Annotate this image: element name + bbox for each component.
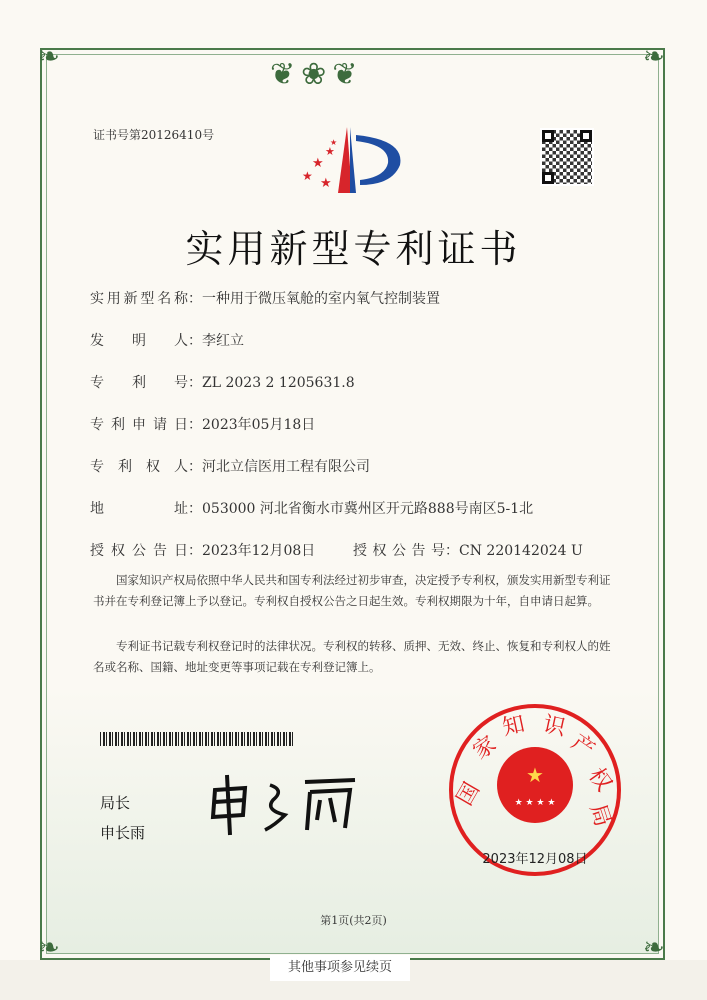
field-label: 发明人 (90, 333, 188, 349)
signatory-title: 局长 (100, 794, 131, 812)
svg-text:国: 国 (452, 778, 486, 811)
qr-code (540, 128, 594, 186)
svg-text:★: ★ (302, 169, 313, 183)
field-label: 授权公告号 (353, 543, 445, 559)
field-row-filing-date (90, 414, 315, 434)
signatory-name: 申长雨 (100, 824, 146, 842)
corner-ornament-icon: ❧ (643, 933, 665, 963)
handwritten-signature (205, 770, 365, 840)
field-value: 李红立 (202, 333, 244, 349)
svg-text:产: 产 (566, 729, 599, 763)
svg-text:识: 识 (540, 712, 568, 742)
seal-date: 2023年12月08日 (482, 852, 588, 867)
field-value: ZL 2023 2 1205631.8 (202, 375, 355, 391)
field-sep: ： (188, 333, 202, 349)
field-value: 河北立信医用工程有限公司 (202, 459, 370, 475)
field-label: 授权公告日 (90, 543, 188, 559)
field-value: 2023年12月08日 (202, 543, 316, 559)
top-ornament-icon: ❦❀❦ (270, 57, 364, 92)
svg-text:★: ★ (320, 176, 332, 191)
field-row-grant-date (90, 540, 315, 560)
svg-text:★: ★ (526, 763, 544, 787)
field-sep: ： (188, 501, 202, 517)
barcode (100, 732, 295, 746)
field-sep: ： (188, 375, 202, 391)
field-label: 地址 (90, 501, 188, 517)
field-label: 实用新型名称 (90, 291, 188, 307)
field-value: CN 220142024 U (459, 543, 583, 559)
corner-ornament-icon: ❧ (643, 42, 665, 72)
field-label: 专利申请日 (90, 417, 188, 433)
field-sep: ： (445, 543, 459, 559)
corner-ornament-icon: ❧ (38, 933, 60, 963)
official-seal (445, 700, 625, 880)
svg-text:★: ★ (330, 138, 338, 147)
grant-paragraph: 国家知识产权局依照中华人民共和国专利法经过初步审查，决定授予专利权，颁发实用新型专利证书并在专利登记簿上予以登记。专利权自授权公告之日起生效。专利权期限为十年，自申请日起算。 (93, 573, 611, 608)
svg-text:家: 家 (468, 731, 502, 765)
footer-note: 其他事项参见续页 (270, 955, 410, 981)
page-number: 第1页(共2页) (320, 914, 387, 927)
field-sep: ： (188, 543, 202, 559)
legal-status-paragraph: 专利证书记载专利权登记时的法律状况。专利权的转移、质押、无效、终止、恢复和专利权人的姓名或名称、国籍、地址变更等事项记载在专利登记簿上。 (93, 639, 611, 674)
svg-text:★ ★ ★ ★: ★ ★ ★ ★ (514, 798, 556, 808)
field-sep: ： (188, 417, 202, 433)
field-value: 2023年05月18日 (202, 417, 316, 433)
corner-ornament-icon: ❧ (38, 42, 60, 72)
field-label: 专利号 (90, 375, 188, 391)
svg-text:局: 局 (584, 801, 616, 830)
cnipa-logo (300, 125, 410, 200)
page-title: 实用新型专利证书 (185, 227, 522, 271)
field-row-announcement-number (353, 540, 583, 560)
field-row-name (90, 288, 440, 308)
field-sep: ： (188, 459, 202, 475)
field-label: 专利权人 (90, 459, 188, 475)
field-row-patent-number (90, 372, 355, 392)
field-row-address (90, 498, 533, 518)
field-row-patentee (90, 456, 370, 476)
field-sep: ： (188, 291, 202, 307)
field-row-inventor (90, 330, 244, 350)
svg-text:权: 权 (583, 763, 617, 797)
certificate-number: 证书号第20126410号 (93, 128, 215, 142)
svg-text:★: ★ (325, 145, 335, 158)
field-value: 一种用于微压氧舱的室内氧气控制装置 (202, 291, 440, 307)
field-value: 053000 河北省衡水市冀州区开元路888号南区5-1北 (202, 501, 534, 517)
svg-text:知: 知 (500, 711, 528, 741)
svg-text:★: ★ (312, 156, 324, 171)
